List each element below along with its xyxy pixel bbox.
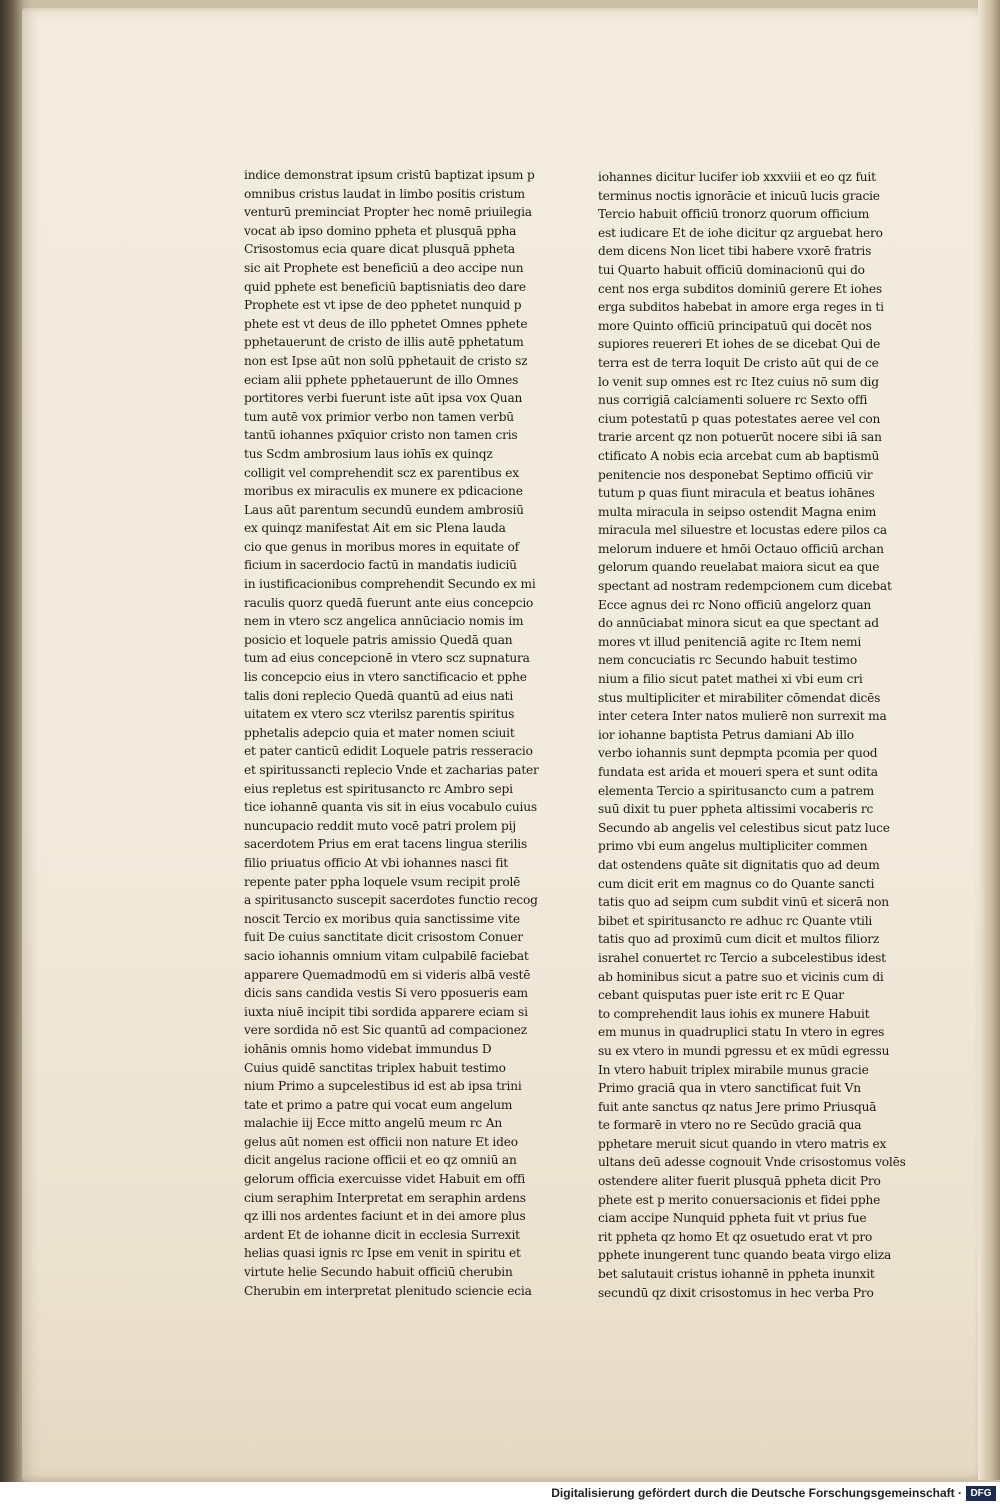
text-line: et pater canticū edidit Loquele patris resseracio — [244, 744, 533, 759]
text-line: a spiritusancto suscepit sacerdotes functio recog — [244, 893, 538, 908]
text-line: iohānis omnis homo videbat immundus D — [244, 1041, 492, 1056]
text-line: filio priuatus officio At vbi iohannes nasci fit — [244, 855, 509, 870]
text-line: erga subditos habebat in amore erga reges in ti — [598, 300, 884, 315]
text-line: dat ostendens quāte sit dignitatis quo ad deum — [598, 857, 880, 872]
text-line: qz illi nos ardentes faciunt et in dei amore plus — [244, 1209, 526, 1224]
text-line: raculis quorz quedā fuerunt ante eius concepcio — [244, 595, 534, 610]
text-line: Primo graciā qua in vtero sanctificat fuit Vn — [598, 1081, 861, 1096]
text-line: sic ait Prophete est beneficiū a deo accipe nun — [244, 260, 524, 275]
text-line: primo vbi eum angelus multipliciter commen — [598, 839, 868, 854]
text-line: colligit vel comprehendit scz ex parentibus ex — [244, 465, 519, 480]
text-line: iuxta niuē incipit tibi sordida apparere eciam si — [244, 1004, 528, 1019]
text-line: tutum p quas fiunt miracula et beatus iohānes — [598, 486, 875, 501]
text-line: terminus noctis ignorācie et inicuū lucis gracie — [598, 188, 880, 203]
text-line: pphetauerunt de cristo de illis autē pphetatum — [244, 335, 524, 350]
text-line: pphetalis adepcio quia et mater nomen sciuit — [244, 725, 515, 740]
text-line: elementa Tercio a spiritusancto cum a patrem — [598, 783, 875, 798]
text-line: penitencie nos desponebat Septimo officiū vir — [598, 467, 873, 482]
page-edge — [978, 0, 1000, 1480]
text-line: melorum induere et hmōi Octauo officiū archan — [598, 541, 884, 556]
text-line: In vtero habuit triplex mirabile munus gracie — [598, 1062, 869, 1077]
text-line: apparere Quemadmodū em si videris albā vestē — [244, 967, 531, 982]
text-line: eius repletus est spiritusancto rc Ambro sepi — [244, 781, 513, 796]
text-line: inter cetera Inter natos mulierē non surrexit ma — [598, 709, 887, 724]
digitization-credit: Digitalisierung gefördert durch die Deutsche Forschungsgemeinschaft · — [551, 1486, 962, 1500]
dfg-logo: DFG — [966, 1486, 996, 1501]
text-line: portitores verbi fuerunt iste aūt ipsa vox Quan — [244, 391, 523, 406]
text-line: malachie iij Ecce mitto angelū meum rc An — [244, 1116, 502, 1131]
text-line: phete est vt deus de illo pphetet Omnes pphete — [244, 316, 528, 331]
text-line: noscit Tercio ex moribus quia sanctissime vite — [244, 911, 520, 926]
text-line: in iustificacionibus comprehendit Secundo ex mi — [244, 577, 536, 592]
text-line: non est Ipse aūt non solū pphetauit de cristo sz — [244, 353, 528, 368]
text-line: iohannes dicitur lucifer iob xxxviii et eo qz fuit — [598, 170, 876, 184]
text-line: talis doni replecio Quedā quantū ad eius nati — [244, 688, 514, 703]
text-line: ficium in sacerdocio factū in mandatis iudiciū — [244, 558, 517, 573]
text-line: Secundo ab angelis vel celestibus sicut patz luce — [598, 820, 890, 835]
text-line: cium seraphim Interpretat em seraphin ardens — [244, 1190, 526, 1205]
text-line: do annūciabat minora sicut ea que spectant ad — [598, 616, 879, 631]
text-line: verbo iohannis sunt depmpta pcomia per quod — [598, 746, 878, 761]
text-line: virtute helie Secundo habuit officiū cherubin — [244, 1265, 513, 1280]
text-line: ior iohanne baptista Petrus damiani Ab illo — [598, 727, 854, 742]
text-line: lis concepcio eius in vtero sanctificacio et pphe — [244, 670, 527, 685]
text-line: ctificato A nobis ecia arcebat cum ab baptismū — [598, 448, 880, 463]
text-line: em munus in quadruplici statu In vtero in egres — [598, 1025, 885, 1040]
text-line: fuit De cuius sanctitate dicit crisostom Conuer — [244, 930, 523, 945]
text-line: terra est de terra loquit De cristo aūt qui de ce — [598, 355, 879, 370]
text-line: secundū qz dixit crisostomus in hec verba Pro — [598, 1285, 874, 1300]
text-line: tum ad eius concepcionē in vtero scz supnatura — [244, 651, 530, 666]
text-line: cum dicit erit em magnus co do Quante sancti — [598, 876, 875, 891]
text-line: stus multipliciter et mirabiliter cōmendat dicēs — [598, 690, 881, 705]
text-line: tantū iohannes pxīquior cristo non tamen cris — [244, 428, 518, 443]
text-line: Laus aūt parentum secundū eundem ambrosiū — [244, 502, 524, 517]
text-line: fundata est arida et moueri spera et sunt odita — [598, 765, 878, 779]
text-line: cebant quisputas puer iste erit rc E Quar — [598, 988, 844, 1003]
text-line: te formarē in vtero no re Secūdo graciā qua — [598, 1118, 862, 1133]
text-line: phete est p merito conuersacionis et fidei pphe — [598, 1192, 881, 1207]
text-line: supiores reuereri Et iohes de se dicebat Qui de — [598, 337, 881, 352]
text-line: vocat ab ipso domino ppheta et plusquā ppha — [244, 223, 517, 238]
text-line: est iudicare Et de iohe dicitur qz arguebat hero — [598, 225, 883, 240]
text-column-left — [244, 166, 554, 1300]
text-line: repente pater ppha loquele vsum recipit prolē — [244, 874, 521, 889]
text-line: cio que genus in moribus mores in equitate of — [244, 539, 519, 554]
text-line: bet salutauit cristus iohannē in ppheta inunxit — [598, 1267, 875, 1282]
text-line: ciam accipe Nunquid ppheta fuit vt prius fue — [598, 1211, 867, 1226]
text-line: tus Scdm ambrosium laus iohīs ex quinqz — [244, 446, 493, 461]
text-line: mores vt illud penitenciā agite rc Item nemi — [598, 634, 862, 649]
text-line: nem in vtero scz angelica annūciacio nomis im — [244, 614, 524, 629]
text-line: cium potestatū p quas potestates aeree vel con — [598, 411, 881, 426]
text-line: Crisostomus ecia quare dicat plusquā ppheta — [244, 242, 515, 257]
text-line: spectant ad nostram redempcionem cum dicebat — [598, 579, 892, 594]
text-line: cent nos erga subditos dominiū gerere Et iohes — [598, 281, 882, 296]
text-line: tatis quo ad proximū cum dicit et multos filiorz — [598, 932, 880, 947]
text-line: fuit ante sanctus qz natus Jere primo Priusquā — [598, 1099, 877, 1114]
text-line: gelus aūt nomen est officii non nature Et ideo — [244, 1134, 518, 1149]
text-line: israhel conuertet rc Tercio a subcelestibus idest — [598, 950, 886, 965]
text-line: quid pphete est beneficiū baptisniatis deo dare — [244, 279, 526, 294]
text-line: nium a filio sicut patet mathei xi vbi eum cri — [598, 672, 863, 687]
text-line: ostendere aliter fuerit plusquā ppheta dicit Pro — [598, 1174, 881, 1189]
text-line: tui Quarto habuit officiū dominacionū qui do — [598, 262, 865, 277]
text-line: posicio et loquele patris amissio Quedā quan — [244, 632, 513, 647]
text-line: nium Primo a supcelestibus id est ab ipsa trini — [244, 1079, 522, 1094]
text-line: tum autē vox primior verbo non tamen verbū — [244, 409, 514, 424]
text-line: miracula mel siluestre et locustas edere pilos ca — [598, 523, 887, 538]
text-line: eciam alii pphete pphetauerunt de illo Omnes — [244, 372, 519, 387]
text-line: gelorum quando reuelabat maiora sicut ea que — [598, 560, 880, 575]
text-line: su ex vtero in mundi pgressu et ex mūdi egressu — [598, 1043, 890, 1058]
text-line: ultans deū adesse cognouit Vnde crisostomus volēs — [598, 1155, 906, 1170]
text-line: Cherubin em interpretat plenitudo sciencie ecia — [244, 1283, 532, 1298]
text-line: ex quinqz manifestat Ait em sic Plena lauda — [244, 521, 506, 536]
text-line: ab hominibus sicut a patre suo et vicinis cum di — [598, 969, 884, 984]
text-column-right — [598, 168, 908, 1302]
text-line: Cuius quidē sanctitas triplex habuit testimo — [244, 1060, 506, 1075]
text-line: multa miracula in seipso ostendit Magna enim — [598, 504, 877, 519]
text-line: lo venit sup omnes est rc Itez cuius nō sum dig — [598, 374, 879, 389]
text-line: nus corrigiā calciamenti soluere rc Sexto offi — [598, 393, 868, 408]
text-line: sacio iohannis omnium vitam culpabilē faciebat — [244, 948, 529, 963]
text-line: pphete inungerent tunc quando beata virgo eliza — [598, 1248, 892, 1263]
text-line: venturū preminciat Propter hec nomē priuilegia — [244, 205, 532, 220]
text-line: nuncupacio reddit muto vocē patri prolem pij — [244, 818, 516, 833]
text-line: to comprehendit laus iohis ex munere Habuit — [598, 1006, 870, 1021]
text-line: omnibus cristus laudat in limbo positis cristum — [244, 186, 525, 201]
text-line: Prophete est vt ipse de deo pphetet nunquid p — [244, 298, 522, 313]
text-line: dicit angelus racione officii et eo qz omniū an — [244, 1153, 517, 1168]
text-line: sacerdotem Prius em erat tacens lingua sterilis — [244, 837, 528, 852]
text-line: moribus ex miraculis ex munere ex pdicacione — [244, 484, 523, 499]
text-line: suū dixit tu puer ppheta altissimi vocaberis rc — [598, 802, 874, 817]
text-line: helias quasi ignis rc Ipse em venit in spiritu et — [244, 1246, 521, 1261]
text-line: tate et primo a patre qui vocat eum angelum — [244, 1097, 513, 1112]
text-line: et spiritussancti replecio Vnde et zacharias pater — [244, 763, 539, 777]
text-line: dem dicens Non licet tibi habere vxorē fratris — [598, 244, 872, 259]
text-line: rit ppheta qz homo Et qz osuetudo erat vt pro — [598, 1229, 873, 1244]
text-line: indice demonstrat ipsum cristū baptizat ipsum p — [244, 168, 535, 182]
text-line: uitatem ex vtero scz vterilsz parentis spiritus — [244, 707, 515, 722]
text-line: Tercio habuit officiū tronorz quorum officium — [598, 207, 870, 222]
text-line: Ecce agnus dei rc Nono officiū angelorz quan — [598, 597, 872, 612]
footer-bar — [0, 1482, 1000, 1504]
text-line: more Quinto officiū principatuū qui docēt nos — [598, 318, 872, 333]
text-line: dicis sans candida vestis Si vero pposueris eam — [244, 986, 528, 1001]
text-line: ardent Et de iohanne dicit in ecclesia Surrexit — [244, 1227, 520, 1242]
text-line: bibet et spiritusancto re adhuc rc Quante vtili — [598, 913, 873, 928]
text-line: pphetare meruit sicut quando in vtero matris ex — [598, 1136, 887, 1151]
text-line: tice iohannē quanta vis sit in eius vocabulo cuius — [244, 800, 537, 815]
text-line: tatis quo ad seipm cum subdit vinū et sicerā non — [598, 895, 889, 910]
text-line: vere sordida nō est Sic quantū ad compacionez — [244, 1023, 527, 1038]
text-line: nem concuciatis rc Secundo habuit testimo — [598, 653, 858, 668]
text-line: gelorum officia exercuisse videt Habuit em offi — [244, 1172, 526, 1187]
text-line: trarie arcent qz non potuerūt nocere sibi iā san — [598, 430, 882, 445]
